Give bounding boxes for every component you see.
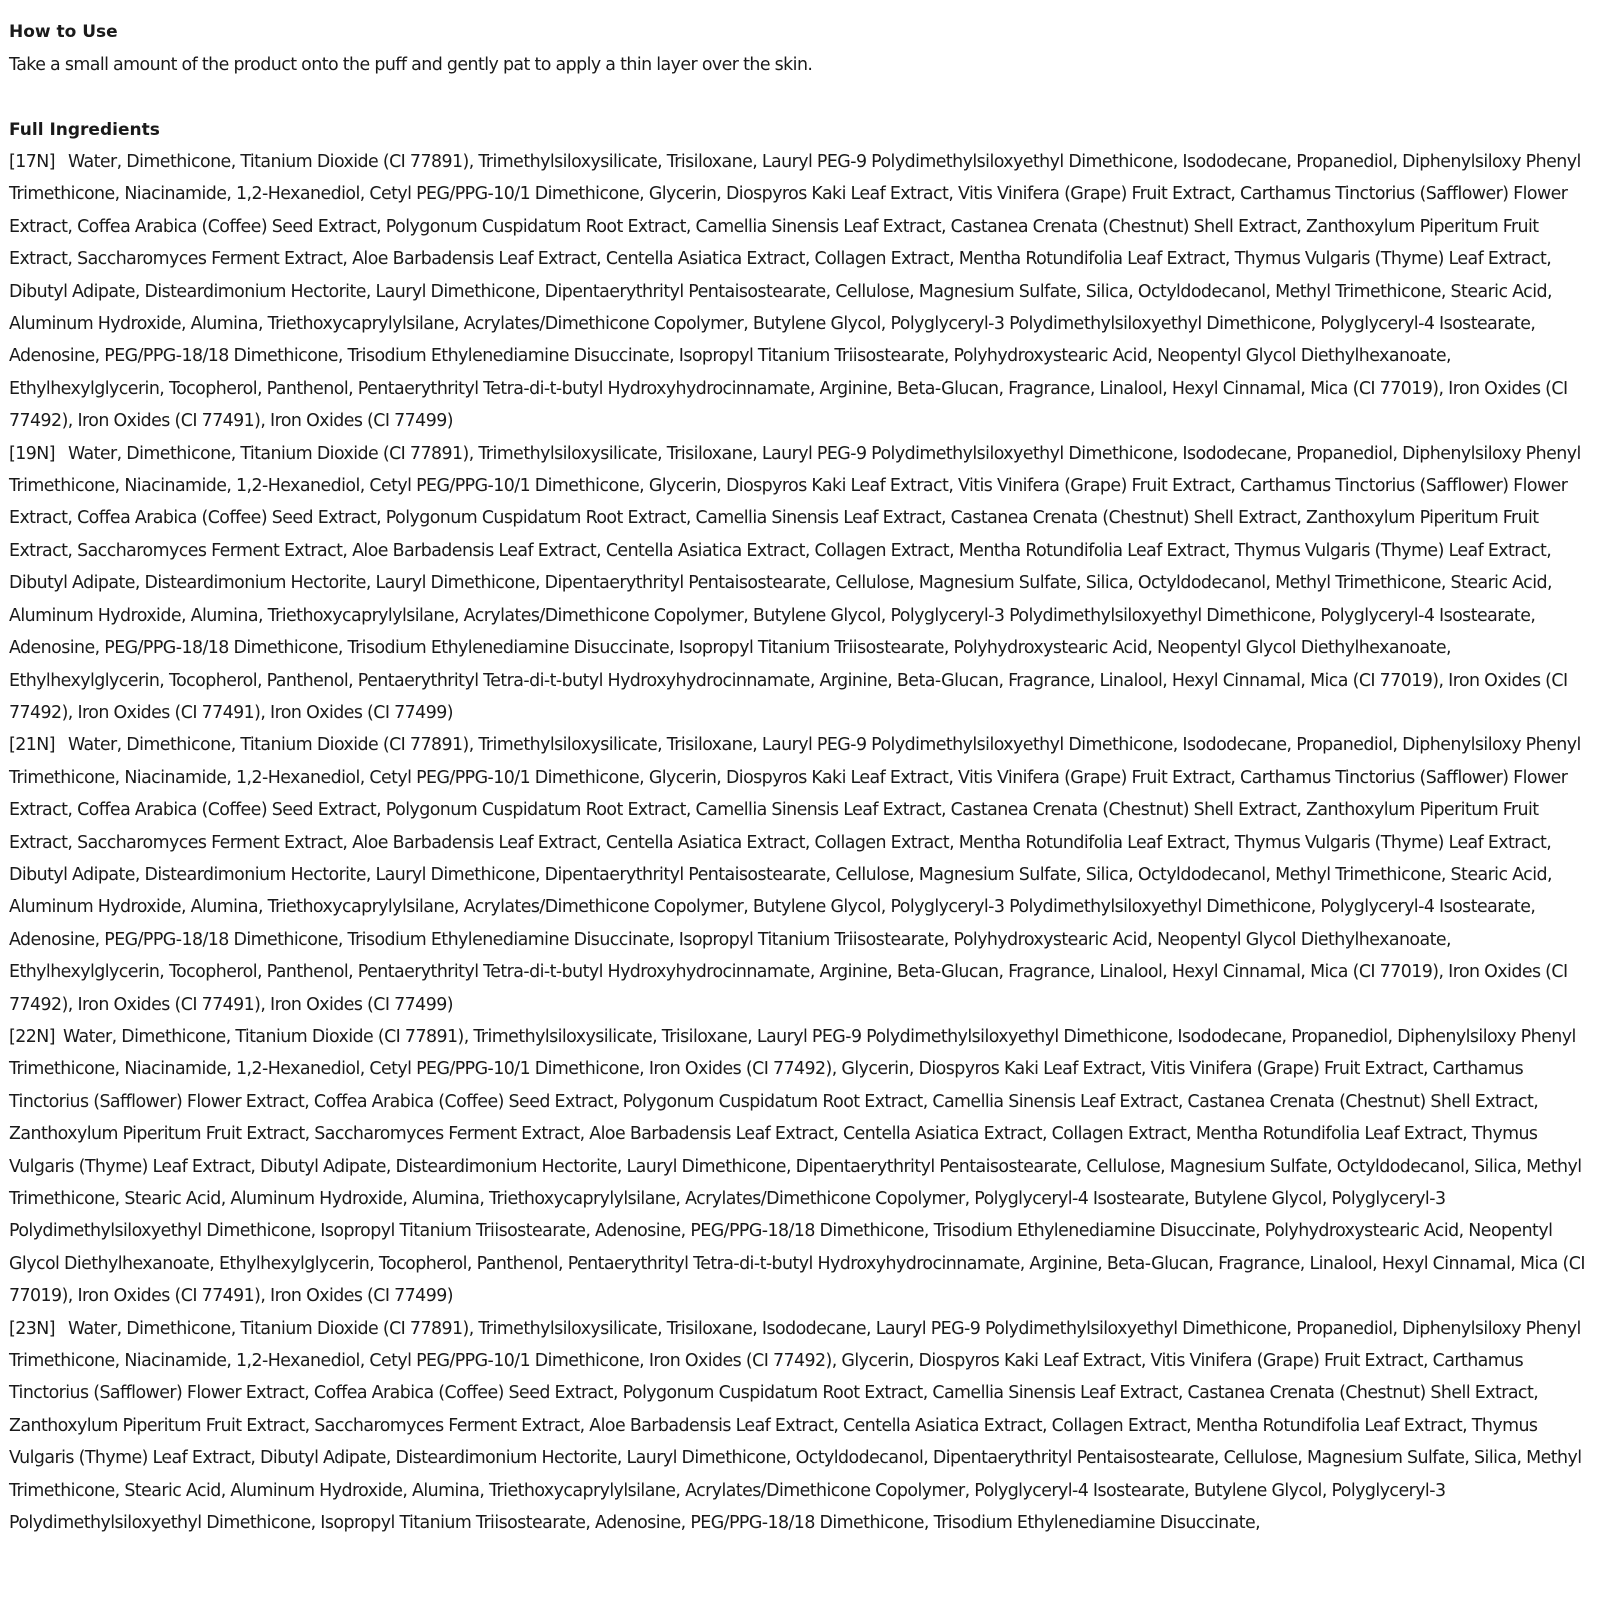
full-ingredients-heading: Full Ingredients [9, 119, 160, 140]
ingredient-list: Water, Dimethicone, Titanium Dioxide (CI 77891), Trimethylsiloxysilicate, Trisiloxane, Lauryl PEG-9 Polydimethylsiloxyethyl Dimethicone, Isododecane, Propanediol, Diphenylsiloxy Phenyl Trimethicone, Niacinamide, 1,2-Hexanediol, Cetyl PEG/PPG-10/1 Dimethicone, Glycerin, Diospyros Kaki Leaf Extract, Vitis Vinifera (Grape) Fruit Extract, Carthamus Tinctorius (Safflower) Flower Extract, Coffea Arabica (Coffee) Seed Extract, Polygonum Cuspidatum Root Extract, Camellia Sinensis Leaf Extract, Castanea Crenata (Chestnut) Shell Extract, Zanthoxylum Piperitum Fruit Extract, Saccharomyces Ferment Extract, Aloe Barbadensis Leaf Extract, Centella Asiatica Extract, Collagen Extract, Mentha Rotundifolia Leaf Extract, Thymus Vulgaris (Thyme) Leaf Extract, Dibutyl Adipate, Disteardimonium Hectorite, Lauryl Dimethicone, Dipentaerythrityl Pentaisostearate, Cellulose, Magnesium Sulfate, Silica, Octyldodecanol, Methyl Trimethicone, Stearic Acid, Aluminum Hydroxide, Alumina, Triethoxycaprylylsilane, Acrylates/Dimethicone Copolymer, Butylene Glycol, Polyglyceryl-3 Polydimethylsiloxyethyl Dimethicone, Polyglyceryl-4 Isostearate, Adenosine, PEG/PPG-18/18 Dimethicone, Trisodium Ethylenediamine Disuccinate, Isopropyl Titanium Triisostearate, Polyhydroxystearic Acid, Neopentyl Glycol Diethylhexanoate, Ethylhexylglycerin, Tocopherol, Panthenol, Pentaerythrityl Tetra-di-t-butyl Hydroxyhydrocinnamate, Arginine, Beta-Glucan, Fragrance, Linalool, Hexyl Cinnamal, Mica (CI 77019), Iron Oxides (CI 77492), Iron Oxides (CI 77491), Iron Oxides (CI 77499) [9, 443, 1581, 723]
ingredient-entry-22n [9, 1021, 1593, 1313]
section-spacer [9, 81, 1593, 114]
how-to-use-heading: How to Use [9, 22, 118, 42]
shade-label: [19N] [9, 443, 55, 464]
shade-label: [22N] [9, 1026, 55, 1047]
ingredient-entry-19n [9, 438, 1593, 730]
ingredient-list: Water, Dimethicone, Titanium Dioxide (CI 77891), Trimethylsiloxysilicate, Trisiloxane, Isododecane, Lauryl PEG-9 Polydimethylsiloxyethyl Dimethicone, Propanediol, Diphenylsiloxy Phenyl Trimethicone, Niacinamide, 1,2-Hexanediol, Cetyl PEG/PPG-10/1 Dimethicone, Iron Oxides (CI 77492), Glycerin, Diospyros Kaki Leaf Extract, Vitis Vinifera (Grape) Fruit Extract, Carthamus Tinctorius (Safflower) Flower Extract, Coffea Arabica (Coffee) Seed Extract, Polygonum Cuspidatum Root Extract, Camellia Sinensis Leaf Extract, Castanea Crenata (Chestnut) Shell Extract, Zanthoxylum Piperitum Fruit Extract, Saccharomyces Ferment Extract, Aloe Barbadensis Leaf Extract, Centella Asiatica Extract, Collagen Extract, Mentha Rotundifolia Leaf Extract, Thymus Vulgaris (Thyme) Leaf Extract, Dibutyl Adipate, Disteardimonium Hectorite, Lauryl Dimethicone, Octyldodecanol, Dipentaerythrityl Pentaisostearate, Cellulose, Magnesium Sulfate, Silica, Methyl Trimethicone, Stearic Acid, Aluminum Hydroxide, Alumina, Triethoxycaprylylsilane, Acrylates/Dimethicone Copolymer, Polyglyceryl-4 Isostearate, Butylene Glycol, Polyglyceryl-3 Polydimethylsiloxyethyl Dimethicone, Isopropyl Titanium Triisostearate, Adenosine, PEG/PPG-18/18 Dimethicone, Trisodium Ethylenediamine Disuccinate, [9, 1318, 1582, 1534]
ingredient-entry-21n [9, 729, 1593, 1021]
shade-label: [17N] [9, 152, 55, 172]
ingredient-entry-23n [9, 1313, 1593, 1540]
product-info-document [9, 16, 1593, 1539]
ingredient-list: Water, Dimethicone, Titanium Dioxide (CI 77891), Trimethylsiloxysilicate, Trisiloxane, Lauryl PEG-9 Polydimethylsiloxyethyl Dimethicone, Isododecane, Propanediol, Diphenylsiloxy Phenyl Trimethicone, Niacinamide, 1,2-Hexanediol, Cetyl PEG/PPG-10/1 Dimethicone, Glycerin, Diospyros Kaki Leaf Extract, Vitis Vinifera (Grape) Fruit Extract, Carthamus Tinctorius (Safflower) Flower Extract, Coffea Arabica (Coffee) Seed Extract, Polygonum Cuspidatum Root Extract, Camellia Sinensis Leaf Extract, Castanea Crenata (Chestnut) Shell Extract, Zanthoxylum Piperitum Fruit Extract, Saccharomyces Ferment Extract, Aloe Barbadensis Leaf Extract, Centella Asiatica Extract, Collagen Extract, Mentha Rotundifolia Leaf Extract, Thymus Vulgaris (Thyme) Leaf Extract, Dibutyl Adipate, Disteardimonium Hectorite, Lauryl Dimethicone, Dipentaerythrityl Pentaisostearate, Cellulose, Magnesium Sulfate, Silica, Octyldodecanol, Methyl Trimethicone, Stearic Acid, Aluminum Hydroxide, Alumina, Triethoxycaprylylsilane, Acrylates/Dimethicone Copolymer, Butylene Glycol, Polyglyceryl-3 Polydimethylsiloxyethyl Dimethicone, Polyglyceryl-4 Isostearate, Adenosine, PEG/PPG-18/18 Dimethicone, Trisodium Ethylenediamine Disuccinate, Isopropyl Titanium Triisostearate, Polyhydroxystearic Acid, Neopentyl Glycol Diethylhexanoate, Ethylhexylglycerin, Tocopherol, Panthenol, Pentaerythrityl Tetra-di-t-butyl Hydroxyhydrocinnamate, Arginine, Beta-Glucan, Fragrance, Linalool, Hexyl Cinnamal, Mica (CI 77019), Iron Oxides (CI 77492), Iron Oxides (CI 77491), Iron Oxides (CI 77499) [9, 735, 1581, 1015]
ingredient-list: Water, Dimethicone, Titanium Dioxide (CI 77891), Trimethylsiloxysilicate, Trisiloxane, Lauryl PEG-9 Polydimethylsiloxyethyl Dimethicone, Isododecane, Propanediol, Diphenylsiloxy Phenyl Trimethicone, Niacinamide, 1,2-Hexanediol, Cetyl PEG/PPG-10/1 Dimethicone, Glycerin, Diospyros Kaki Leaf Extract, Vitis Vinifera (Grape) Fruit Extract, Carthamus Tinctorius (Safflower) Flower Extract, Coffea Arabica (Coffee) Seed Extract, Polygonum Cuspidatum Root Extract, Camellia Sinensis Leaf Extract, Castanea Crenata (Chestnut) Shell Extract, Zanthoxylum Piperitum Fruit Extract, Saccharomyces Ferment Extract, Aloe Barbadensis Leaf Extract, Centella Asiatica Extract, Collagen Extract, Mentha Rotundifolia Leaf Extract, Thymus Vulgaris (Thyme) Leaf Extract, Dibutyl Adipate, Disteardimonium Hectorite, Lauryl Dimethicone, Dipentaerythrityl Pentaisostearate, Cellulose, Magnesium Sulfate, Silica, Octyldodecanol, Methyl Trimethicone, Stearic Acid, Aluminum Hydroxide, Alumina, Triethoxycaprylylsilane, Acrylates/Dimethicone Copolymer, Butylene Glycol, Polyglyceryl-3 Polydimethylsiloxyethyl Dimethicone, Polyglyceryl-4 Isostearate, Adenosine, PEG/PPG-18/18 Dimethicone, Trisodium Ethylenediamine Disuccinate, Isopropyl Titanium Triisostearate, Polyhydroxystearic Acid, Neopentyl Glycol Diethylhexanoate, Ethylhexylglycerin, Tocopherol, Panthenol, Pentaerythrityl Tetra-di-t-butyl Hydroxyhydrocinnamate, Arginine, Beta-Glucan, Fragrance, Linalool, Hexyl Cinnamal, Mica (CI 77019), Iron Oxides (CI 77492), Iron Oxides (CI 77491), Iron Oxides (CI 77499) [9, 152, 1581, 432]
ingredient-list: Water, Dimethicone, Titanium Dioxide (CI 77891), Trimethylsiloxysilicate, Trisiloxane, Lauryl PEG-9 Polydimethylsiloxyethyl Dimethicone, Isododecane, Propanediol, Diphenylsiloxy Phenyl Trimethicone, Niacinamide, 1,2-Hexanediol, Cetyl PEG/PPG-10/1 Dimethicone, Iron Oxides (CI 77492), Glycerin, Diospyros Kaki Leaf Extract, Vitis Vinifera (Grape) Fruit Extract, Carthamus Tinctorius (Safflower) Flower Extract, Coffea Arabica (Coffee) Seed Extract, Polygonum Cuspidatum Root Extract, Camellia Sinensis Leaf Extract, Castanea Crenata (Chestnut) Shell Extract, Zanthoxylum Piperitum Fruit Extract, Saccharomyces Ferment Extract, Aloe Barbadensis Leaf Extract, Centella Asiatica Extract, Collagen Extract, Mentha Rotundifolia Leaf Extract, Thymus Vulgaris (Thyme) Leaf Extract, Dibutyl Adipate, Disteardimonium Hectorite, Lauryl Dimethicone, Dipentaerythrityl Pentaisostearate, Cellulose, Magnesium Sulfate, Octyldodecanol, Silica, Methyl Trimethicone, Stearic Acid, Aluminum Hydroxide, Alumina, Triethoxycaprylylsilane, Acrylates/Dimethicone Copolymer, Polyglyceryl-4 Isostearate, Butylene Glycol, Polyglyceryl-3 Polydimethylsiloxyethyl Dimethicone, Isopropyl Titanium Triisostearate, Adenosine, PEG/PPG-18/18 Dimethicone, Trisodium Ethylenediamine Disuccinate, Polyhydroxystearic Acid, Neopentyl Glycol Diethylhexanoate, Ethylhexylglycerin, Tocopherol, Panthenol, Pentaerythrityl Tetra-di-t-butyl Hydroxyhydrocinnamate, Arginine, Beta-Glucan, Fragrance, Linalool, Hexyl Cinnamal, Mica (CI 77019), Iron Oxides (CI 77491), Iron Oxides (CI 77499) [9, 1026, 1585, 1307]
shade-label: [23N] [9, 1318, 55, 1339]
how-to-use-text: Take a small amount of the product onto the puff and gently pat to apply a thin layer over the skin. [9, 54, 813, 75]
shade-label: [21N] [9, 735, 55, 756]
ingredient-entry-17n [9, 146, 1593, 438]
